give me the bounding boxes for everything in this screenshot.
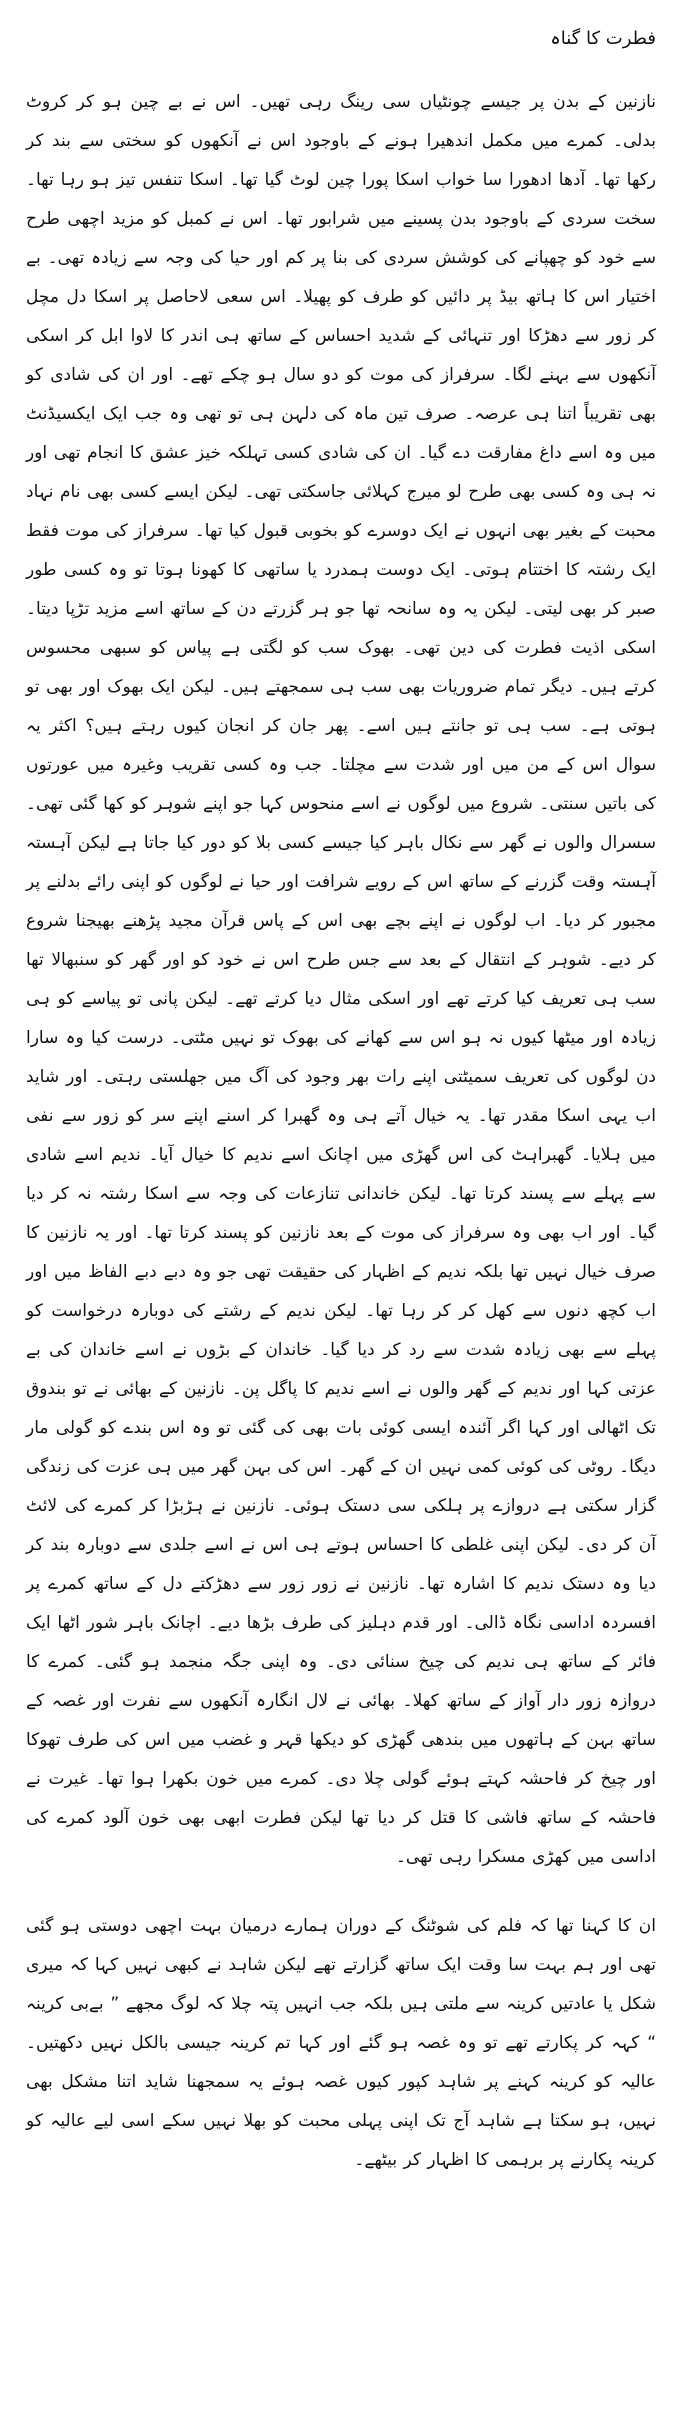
article-paragraph: ان کا کہنا تھا کہ فلم کی شوٹنگ کے دوران ہمارے درمیان بہت اچھی دوستی ہو گئی تھی اور ہم بہت سا وقت ایک ساتھ گزارتے تھے لیکن شاہد نے کبھی نہیں کہا کہ میری شکل یا عادتیں کرینہ سے ملتی ہیں بلکہ جب انہیں پتہ چلا کہ لوگ مجھے ” بےبی کرینہ “ کہہ کر پکارتے تھے تو وہ غصہ ہو گئے اور کہا تم کرینہ جیسی بالکل نہیں دکھتیں۔ عالیہ کو کرینہ کہنے پر شاہد کپور کیوں غصہ ہوئے یہ سمجھنا شاید اتنا مشکل بھی نہیں، ہو سکتا ہے شاہد آج تک اپنی پہلی محبت کو بھلا نہیں سکے اسی لیے عالیہ کو کرینہ پکارنے پر برہمی کا اظہار کر بیٹھے۔ — [26, 1916, 656, 2170]
article-paragraph: نازنین کے بدن پر جیسے چونٹیاں سی رینگ رہی تھیں۔ اس نے بے چین ہو کر کروٹ بدلی۔ کمرے میں مکمل اندھیرا ہونے کے باوجود اس نے آنکھوں کو سختی سے بند کر رکھا تھا۔ آدھا ادھورا سا خواب اسکا پورا چین لوٹ گیا تھا۔ اسکا تنفس تیز ہو رہا تھا۔ سخت سردی کے باوجود بدن پسینے میں شرابور تھا۔ اس نے کمبل کو مزید اچھی طرح سے خود کو چھپانے کی کوشش سردی کی بنا پر کم اور حیا کی وجہ سے زیادہ تھی۔ بے اختیار اس کا ہاتھ بیڈ پر دائیں کو طرف کو پھیلا۔ اس سعی لاحاصل پر اسکا دل مچل کر زور سے دھڑکا اور تنہائی کے شدید احساس کے ساتھ ہی اندر کا لاوا ابل کر اسکی آنکھوں سے بہنے لگا۔ سرفراز کی موت کو دو سال ہو چکے تھے۔ اور ان کی شادی کو بھی تقریباً اتنا ہی عرصہ۔ صرف تین ماہ کی دلہن ہی تو تھی وہ جب ایک ایکسیڈنٹ میں وہ اسے داغ مفارقت دے گیا۔ ان کی شادی کسی تہلکہ خیز عشق کا انجام تھی اور نہ ہی وہ کسی بھی طرح لو میرج کہلائی جاسکتی تھی۔ لیکن ایسے کسی بھی نام نہاد محبت کے بغیر بھی انہوں نے ایک دوسرے کو بخوبی قبول کیا تھا۔ سرفراز کی موت فقط ایک رشتہ کا اختتام ہوتی۔ ایک دوست ہمدرد یا ساتھی کا کھونا ہوتا تو وہ کسی طور صبر کر بھی لیتی۔ لیکن یہ وہ سانحہ تھا جو ہر گزرتے دن کے ساتھ اسے مزید تڑپا دیتا۔ اسکی اذیت فطرت کی دین تھی۔ بھوک سب کو لگتی ہے پیاس کو سبھی محسوس کرتے ہیں۔ دیگر تمام ضروریات بھی سب ہی سمجھتے ہیں۔ لیکن ایک بھوک اور بھی تو ہوتی ہے۔ سب ہی تو جانتے ہیں اسے۔ پھر جان کر انجان کیوں رہتے ہیں؟ اکثر یہ سوال اس کے من میں اور شدت سے مچلتا۔ جب وہ کسی تقریب وغیرہ میں عورتوں کی باتیں سنتی۔ شروع میں لوگوں نے اسے منحوس کہا جو اپنے شوہر کو کھا گئی تھی۔ سسرال والوں نے گھر سے نکال باہر کیا جیسے کسی بلا کو دور کیا جاتا ہے لیکن آہستہ آہستہ وقت گزرنے کے ساتھ اس کے رویے شرافت اور حیا نے لوگوں کو اپنی رائے بدلنے پر مجبور کر دیا۔ اب لوگوں نے اپنے بچے بھی اس کے پاس قرآن مجید پڑھنے بھیجنا شروع کر دیے۔ شوہر کے انتقال کے بعد سے جس طرح اس نے خود کو اور گھر کو سنبھالا تھا سب ہی تعریف کیا کرتے تھے اور اسکی مثال دیا کرتے تھے۔ لیکن پانی تو پیاسے کو ہی زیادہ اور میٹھا کیوں نہ ہو اس سے کھانے کی بھوک تو نہیں مٹتی۔ درست کیا وہ سارا دن لوگوں کی تعریف سمیٹتی اپنے رات بھر وجود کی آگ میں جھلستی رہتی۔ اور شاید اب یہی اسکا مقدر تھا۔ یہ خیال آتے ہی وہ گھبرا کر اسنے اپنے سر کو زور سے نفی میں ہلایا۔ گھبراہٹ کی اس گھڑی میں اچانک اسے ندیم کا خیال آیا۔ ندیم اسے شادی سے پہلے سے پسند کرتا تھا۔ لیکن خاندانی تنازعات کی وجہ سے اسکا رشتہ نہ کر دیا گیا۔ اور اب بھی وہ سرفراز کی موت کے بعد نازنین کو پسند کرتا تھا۔ اور یہ نازنین کا صرف خیال نہیں تھا بلکہ ندیم کے اظہار کی حقیقت تھی جو وہ دبے دبے الفاظ میں اور اب کچھ دنوں سے کھل کر کر رہا تھا۔ لیکن ندیم کے رشتے کی دوبارہ درخواست کو پہلے سے بھی زیادہ شدت سے رد کر دیا گیا۔ خاندان کے بڑوں نے اسے خاندان کی بے عزتی کہا اور ندیم کے گھر والوں نے اسے ندیم کا پاگل پن۔ نازنین کے بھائی نے تو بندوق تک اٹھالی اور کہا اگر آئندہ ایسی کوئی بات بھی کی گئی تو وہ اس بندے کو گولی مار دیگا۔ روٹی کی کوئی کمی نہیں ان کے گھر۔ اس کی بہن گھر میں ہی عزت کی زندگی گزار سکتی ہے دروازے پر ہلکی سی دستک ہوئی۔ نازنین نے ہڑبڑا کر کمرے کی لائٹ آن کر دی۔ لیکن اپنی غلطی کا احساس ہوتے ہی اس نے اسے جلدی سے دوبارہ بند کر دیا وہ دستک ندیم کا اشارہ تھا۔ نازنین نے زور زور سے دھڑکتے دل کے ساتھ کمرے پر افسردہ اداسی نگاہ ڈالی۔ اور قدم دہلیز کی طرف بڑھا دیے۔ اچانک باہر شور اٹھا ایک فائر کے ساتھ ہی ندیم کی چیخ سنائی دی۔ وہ اپنی جگہ منجمد ہو گئی۔ کمرے کا دروازہ زور دار آواز کے ساتھ کھلا۔ بھائی نے لال انگارہ آنکھوں سے نفرت اور غصہ کے ساتھ بہن کے ہاتھوں میں بندھی گھڑی کو دیکھا قہر و غضب میں اس کی طرف تھوکا اور چیخ کر فاحشہ کہتے ہوئے گولی چلا دی۔ کمرے میں خون بکھرا ہوا تھا۔ غیرت نے فاحشہ کے ساتھ فاشی کا قتل کر دیا تھا لیکن فطرت ابھی بھی خون آلود کمرے کی اداسی میں کھڑی مسکرا رہی تھی۔ — [26, 92, 656, 1867]
article-title: فطرت کا گناہ — [550, 28, 656, 49]
